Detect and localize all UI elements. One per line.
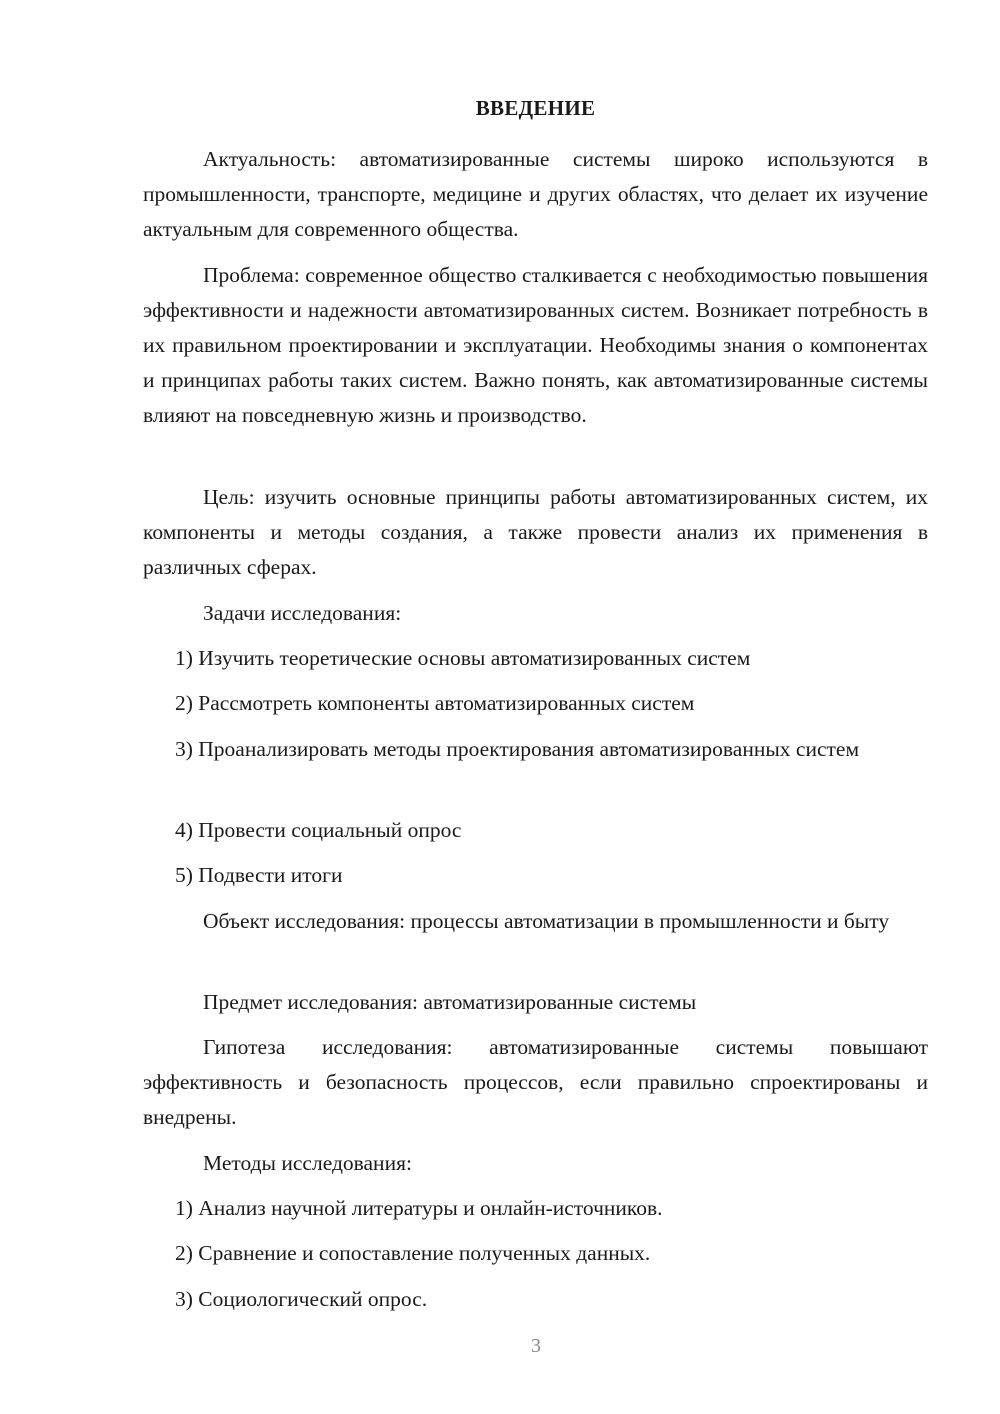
task-item-2: 2) Рассмотреть компоненты автоматизированных систем — [175, 691, 695, 715]
task-item-3: 3) Проанализировать методы проектирования автоматизированных систем — [175, 737, 860, 761]
paragraph-relevance: Актуальность: автоматизированные системы широко используются в промышленности, транспорте, медицине и других областях, что делает их изучение актуальным для современного общества. — [143, 147, 928, 241]
method-item-3: 3) Социологический опрос. — [175, 1287, 428, 1311]
task-item-4: 4) Провести социальный опрос — [175, 818, 462, 842]
task-item-5: 5) Подвести итоги — [175, 863, 343, 887]
paragraph-hypothesis: Гипотеза исследования: автоматизированные системы повышают эффективность и безопасность процессов, если правильно спроектированы и внедрены. — [143, 1035, 928, 1129]
method-item-2: 2) Сравнение и сопоставление полученных данных. — [175, 1241, 651, 1265]
methods-heading: Методы исследования: — [203, 1151, 412, 1175]
task-item-1: 1) Изучить теоретические основы автоматизированных систем — [175, 646, 751, 670]
tasks-heading: Задачи исследования: — [203, 601, 402, 625]
method-item-1: 1) Анализ научной литературы и онлайн-источников. — [175, 1196, 663, 1220]
page-title: ВВЕДЕНИЕ — [475, 96, 596, 120]
page-number: 3 — [531, 1335, 541, 1357]
paragraph-object: Объект исследования: процессы автоматизации в промышленности и быту — [203, 909, 890, 933]
paragraph-goal: Цель: изучить основные принципы работы автоматизированных систем, их компоненты и методы создания, а также провести анализ их применения в различных сферах. — [143, 485, 928, 579]
paragraph-subject: Предмет исследования: автоматизированные системы — [203, 990, 697, 1014]
paragraph-problem: Проблема: современное общество сталкивается с необходимостью повышения эффективности и надежности автоматизированных систем. Возникает потребность в их правильном проектировании и эксплуатации. Необходимы знания о компонентах и принципах работы таких систем. Важно понять, как автоматизированные системы влияют на повседневную жизнь и производство. — [143, 263, 928, 427]
